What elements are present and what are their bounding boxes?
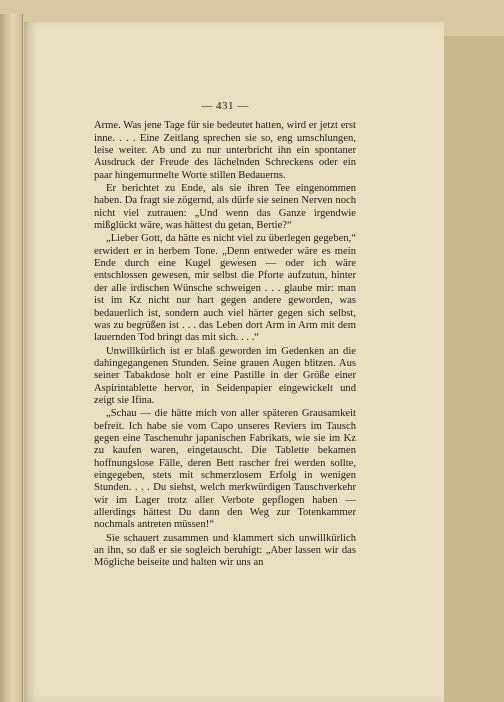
page-number: — 431 — bbox=[201, 100, 249, 112]
paragraph-4: Unwillkürlich ist er blaß geworden im Gedenken an die dahingegangenen Stunden. Seine grauen Augen blitzen. Aus seiner Tabakdose holt er eine Pastille in der Größe einer Aspirintablette hervor, in Seidenpapier eingewickelt und zeigt sie Ifina. bbox=[94, 345, 356, 406]
book-cover-edge bbox=[444, 36, 504, 702]
paragraph-6: Sie schauert zusammen und klammert sich unwillkürlich an ihn, so daß er sie sogleich beruhigt: „Aber lassen wir das Mögliche beiseite und halten wir uns an bbox=[94, 532, 356, 569]
paragraph-1: Arme. Was jene Tage für sie bedeutet hatten, wird er jetzt erst inne. . . . Eine Zeitlang sprechen sie so, eng umschlungen, leise weiter. Ab und zu nur unterbricht ihn ein spontaner Ausdruck der Freude des lächelnden Schreckens oder ein paar hingemurmelte Worte stillen Bedauerns. bbox=[94, 120, 356, 181]
paragraph-3: „Lieber Gott, da hätte es nicht viel zu überlegen gegeben,“ erwidert er in herbem Tone. „Denn entweder wäre es mein Ende durch eine Kugel gewesen — oder ich wäre entschlossen gewesen, mir selbst die Pforte aufzutun, hinter der alle irdischen Wünsche schweigen . . . glaube mir: man ist im Kz nicht nur hart gegen andere geworden, was bedauerlich ist, sondern auch viel härter gegen sich selbst, was zu begrüßen ist . . . das Leben dort Arm in Arm mit dem lauernden Tod bringt das mit sich. . . .“ bbox=[94, 233, 356, 344]
paragraph-2: Er berichtet zu Ende, als sie ihren Tee eingenommen haben. Da fragt sie zögernd, als dürfe sie seinen Nerven noch nicht viel zutrauen: „Und wenn das Ganze irgendwie mißglückt wäre, was hättest du getan, Bertie?“ bbox=[94, 183, 356, 232]
left-page-edge bbox=[0, 14, 23, 702]
paragraph-5: „Schau — die hätte mich von aller späteren Grausamkeit befreit. Ich habe sie vom Capo unseres Reviers im Tausch gegen eine Taschenuhr japanischen Fabrikats, wie sie im Kz zu kaufen waren, eingetauscht. Die Tablette bekamen hoffnungslose Fälle, deren Bett rascher frei werden sollte, eingegeben, stets mit schmerzlosem Erfolg in wenigen Stunden. . . . Du siehst, welch merkwürdigen Tauschverkehr wir im Lager trotz aller Verbote gepflogen haben — allerdings hättest Du dann den Weg zur Totenkammer nochmals antreten müssen!“ bbox=[94, 408, 356, 531]
page-text bbox=[94, 100, 356, 571]
